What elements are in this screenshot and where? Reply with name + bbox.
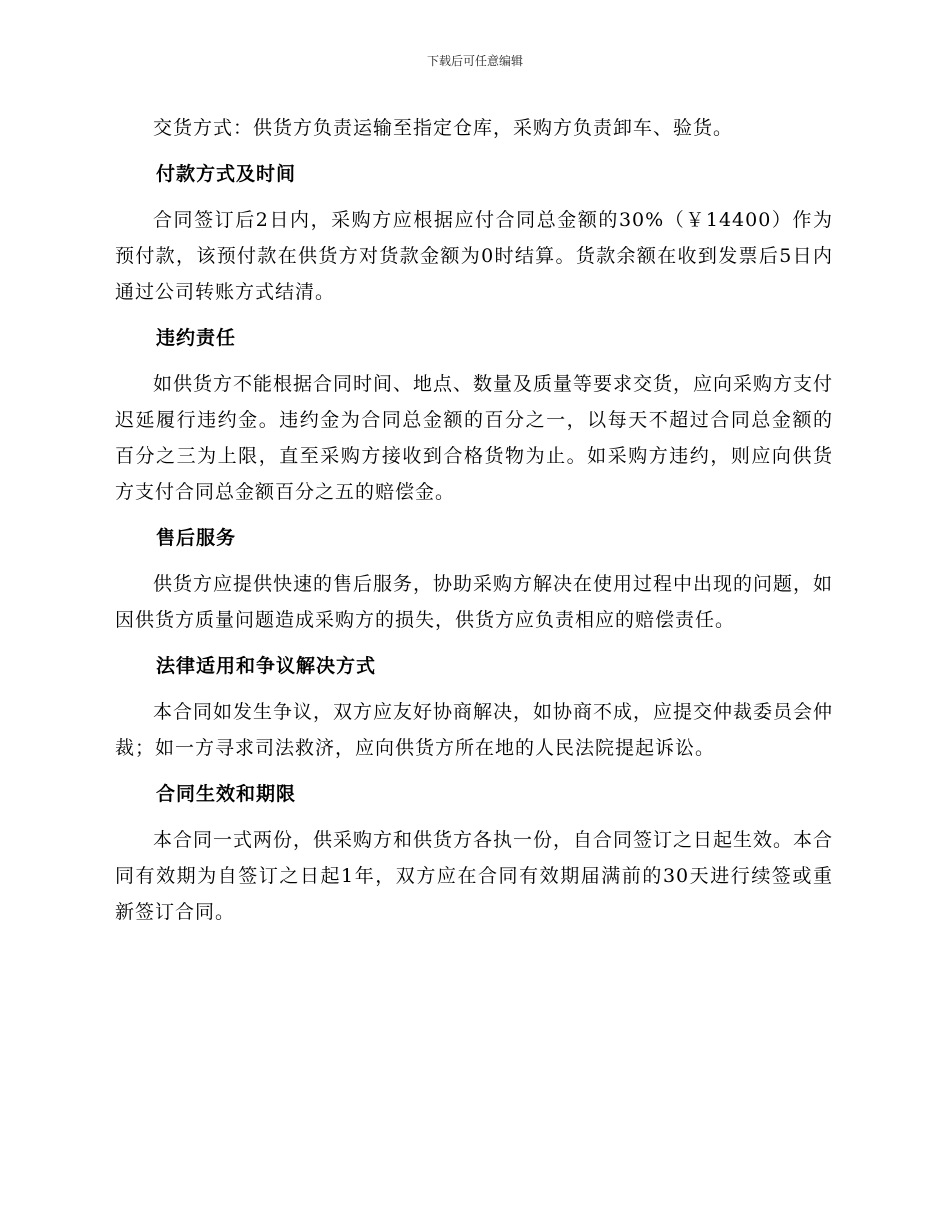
heading-breach-liability: 违约责任 (156, 327, 237, 349)
document-body (115, 110, 833, 930)
paragraph-payment-terms: 合同签订后2日内，采购方应根据应付合同总金额的30%（￥14400）作为预付款，该预付款在供货方对货款金额为0时结算。货款余额在收到发票后5日内通过公司转账方式结清。 (115, 209, 833, 303)
paragraph-governing-law: 本合同如发生争议，双方应友好协商解决，如协商不成，应提交仲裁委员会仲裁；如一方寻求司法救济，应向供货方所在地的人民法院提起诉讼。 (115, 701, 834, 759)
heading-governing-law: 法律适用和争议解决方式 (156, 655, 377, 677)
paragraph-after-sales-service: 供货方应提供快速的售后服务，协助采购方解决在使用过程中出现的问题，如因供货方质量问题造成采购方的损失，供货方应负责相应的赔偿责任。 (115, 573, 834, 631)
heading-after-sales-service: 售后服务 (156, 527, 237, 549)
page-header: 下载后可任意编辑 (426, 54, 523, 68)
paragraph-delivery-method: 交货方式：供货方负责运输至指定仓库，采购方负责卸车、验货。 (153, 117, 734, 139)
paragraph-breach-liability: 如供货方不能根据合同时间、地点、数量及质量等要求交货，应向采购方支付迟延履行违约金。违约金为合同总金额的百分之一，以每天不超过合同总金额的百分之三为上限，直至采购方接收到合格货物为止。如采购方违约，则应向供货方支付合同总金额百分之五的赔偿金。 (115, 373, 834, 503)
heading-effectiveness-term: 合同生效和期限 (156, 783, 297, 805)
heading-payment-terms: 付款方式及时间 (156, 163, 297, 185)
paragraph-effectiveness-term: 本合同一式两份，供采购方和供货方各执一份，自合同签订之日起生效。本合同有效期为自签订之日起1年，双方应在合同有效期届满前的30天进行续签或重新签订合同。 (115, 829, 834, 923)
